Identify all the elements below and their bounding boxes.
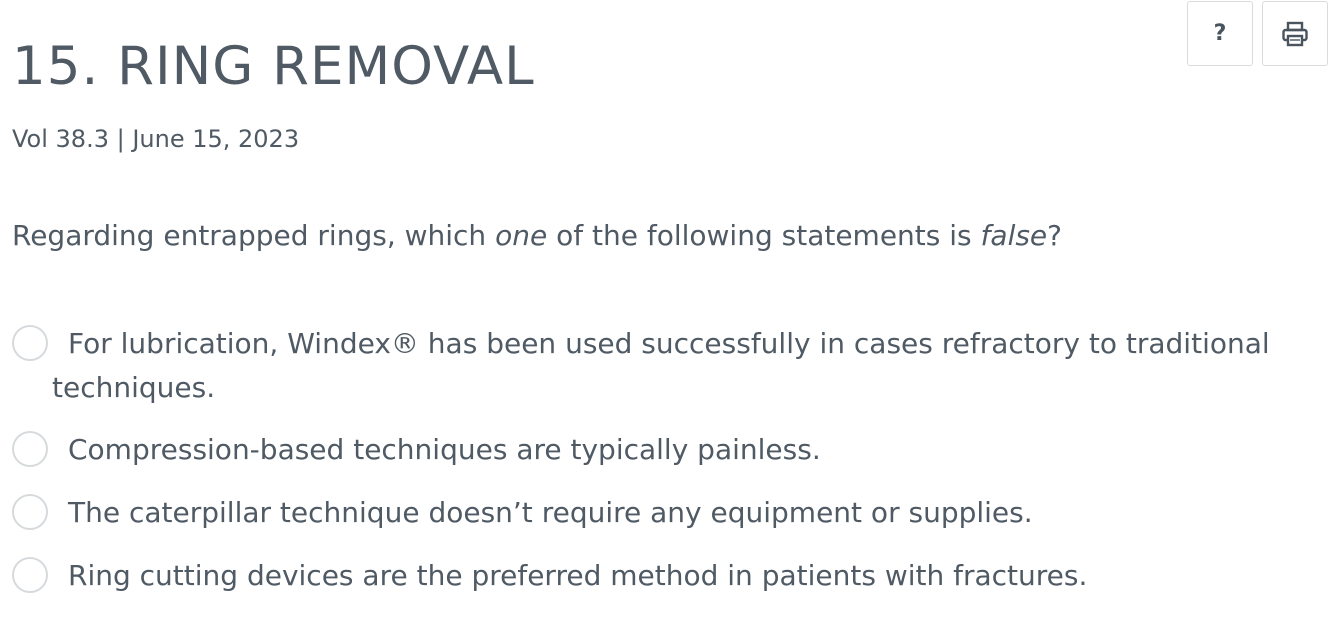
toolbar bbox=[1187, 1, 1328, 66]
answer-option-1[interactable] bbox=[12, 322, 1270, 410]
answer-option-3[interactable] bbox=[12, 491, 1212, 535]
radio-button[interactable] bbox=[12, 431, 48, 467]
radio-button[interactable] bbox=[12, 557, 48, 593]
answer-option-4[interactable] bbox=[12, 554, 1212, 598]
page-title: 15. RING REMOVAL bbox=[12, 36, 535, 97]
question-text bbox=[12, 219, 1062, 252]
help-icon: ? bbox=[1213, 20, 1227, 46]
answer-option-2[interactable] bbox=[12, 428, 1212, 472]
question-emphasis-one: one bbox=[495, 219, 548, 252]
help-button[interactable] bbox=[1187, 1, 1253, 66]
answer-option-line-2: techniques. bbox=[52, 371, 216, 404]
answer-option-line-1: For lubrication, Windex® has been used successfully in cases refractory to traditional bbox=[68, 327, 1270, 360]
question-middle: of the following statements is bbox=[547, 219, 981, 252]
question-suffix: ? bbox=[1047, 219, 1063, 252]
answer-option-label: Ring cutting devices are the preferred method in patients with fractures. bbox=[68, 559, 1088, 592]
radio-button[interactable] bbox=[12, 494, 48, 530]
answer-option-label: Compression-based techniques are typically painless. bbox=[68, 433, 821, 466]
printer-icon bbox=[1281, 21, 1309, 47]
answer-option-label bbox=[12, 322, 1270, 410]
question-prefix: Regarding entrapped rings, which bbox=[12, 219, 496, 252]
answer-option-label: The caterpillar technique doesn’t require any equipment or supplies. bbox=[68, 496, 1033, 529]
question-emphasis-false: false bbox=[980, 219, 1048, 252]
issue-meta: Vol 38.3 | June 15, 2023 bbox=[12, 125, 300, 153]
print-button[interactable] bbox=[1262, 1, 1328, 66]
radio-button[interactable] bbox=[12, 325, 48, 361]
